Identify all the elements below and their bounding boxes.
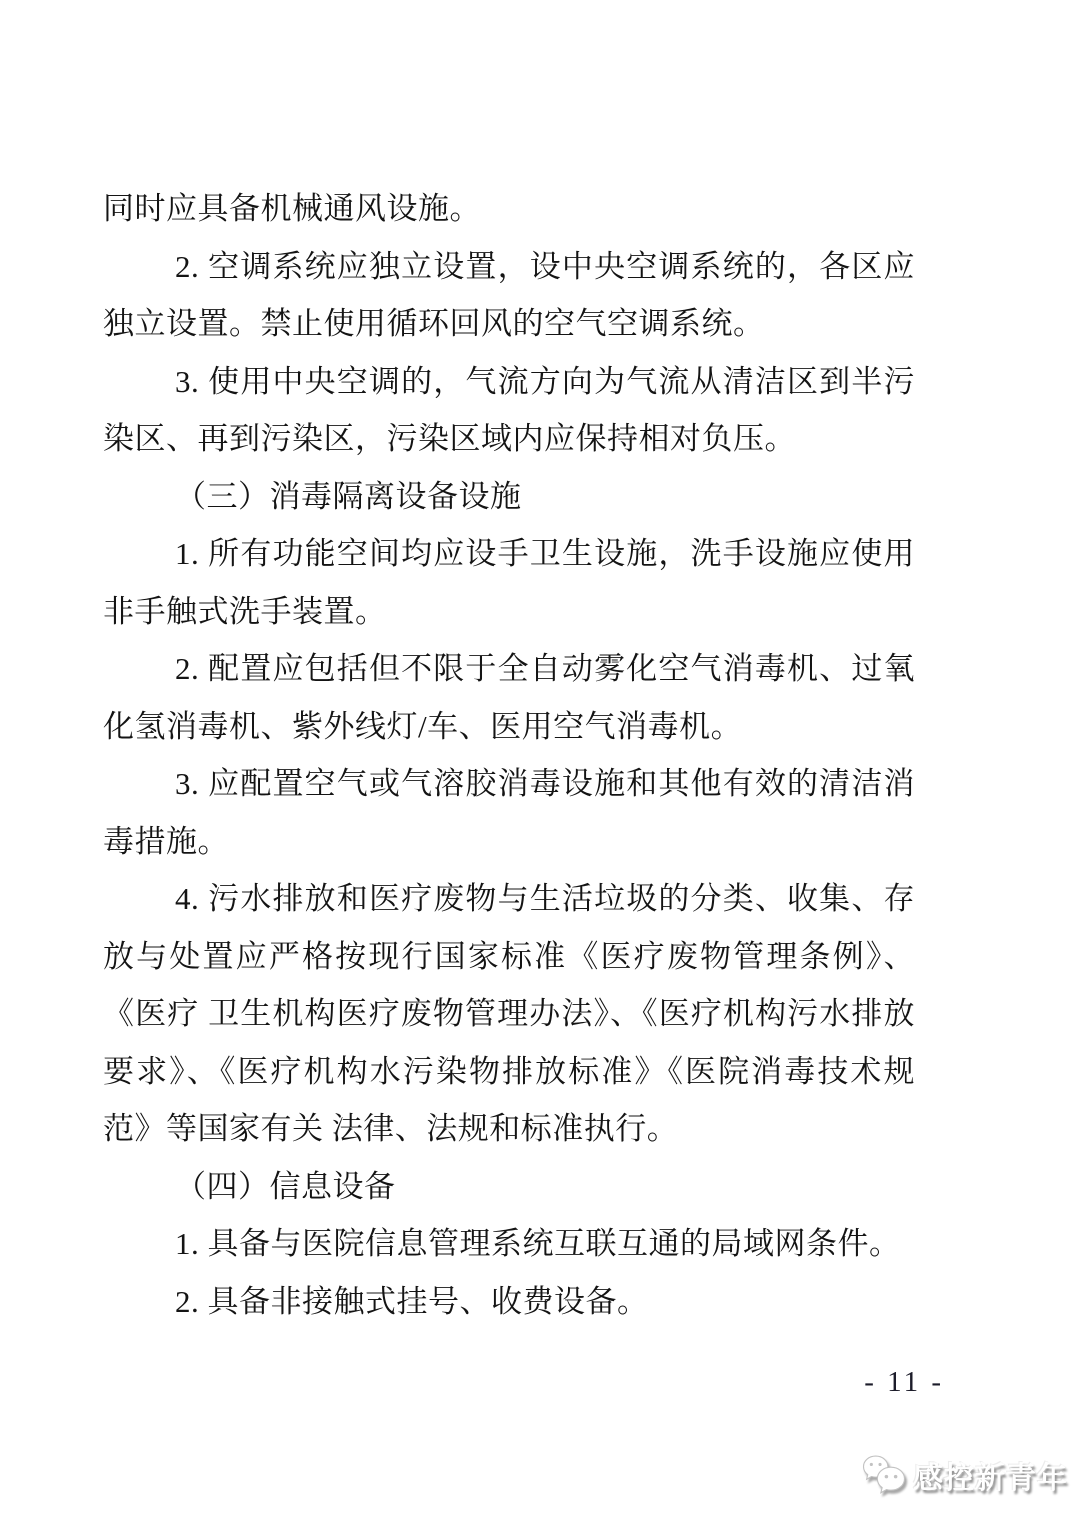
section-heading: （三）消毒隔离设备设施 bbox=[175, 478, 522, 514]
paragraph: 同时应具备机械通风设施。 bbox=[103, 191, 481, 226]
wechat-icon bbox=[860, 1452, 908, 1498]
paragraph: 2. 配置应包括但不限于全自动雾化空气消毒机、过氧化氢消毒机、紫外线灯/车、医用空气消毒机。 bbox=[103, 651, 915, 744]
paragraph: 1. 所有功能空间均应设手卫生设施，洗手设施应使用非手触式洗手装置。 bbox=[103, 536, 915, 629]
watermark-text: 感控新青年 bbox=[913, 1462, 1068, 1495]
document-body bbox=[103, 180, 915, 1330]
paragraph: 3. 使用中央空调的，气流方向为气流从清洁区到半污染区、再到污染区，污染区域内应保持相对负压。 bbox=[103, 363, 915, 456]
section-heading: （四）信息设备 bbox=[175, 1168, 396, 1204]
page-number: - 11 - bbox=[864, 1366, 944, 1398]
watermark bbox=[860, 1452, 1068, 1498]
paragraph: 2. 空调系统应独立设置，设中央空调系统的，各区应独立设置。禁止使用循环回风的空气空调系统。 bbox=[103, 248, 915, 341]
paragraph: 2. 具备非接触式挂号、收费设备。 bbox=[175, 1283, 649, 1319]
paragraph: 4. 污水排放和医疗废物与生活垃圾的分类、收集、存放与处置应严格按现行国家标准《医疗废物管理条例》、《医疗 卫生机构医疗废物管理办法》、《医疗机构污水排放要求》、《医疗机构水污染物排放标准》《医院消毒技术规范》等国家有关 法律、法规和标准执行。 bbox=[103, 881, 915, 1146]
paragraph: 3. 应配置空气或气溶胶消毒设施和其他有效的清洁消毒措施。 bbox=[103, 766, 915, 859]
paragraph: 1. 具备与医院信息管理系统互联互通的局域网条件。 bbox=[175, 1226, 901, 1261]
